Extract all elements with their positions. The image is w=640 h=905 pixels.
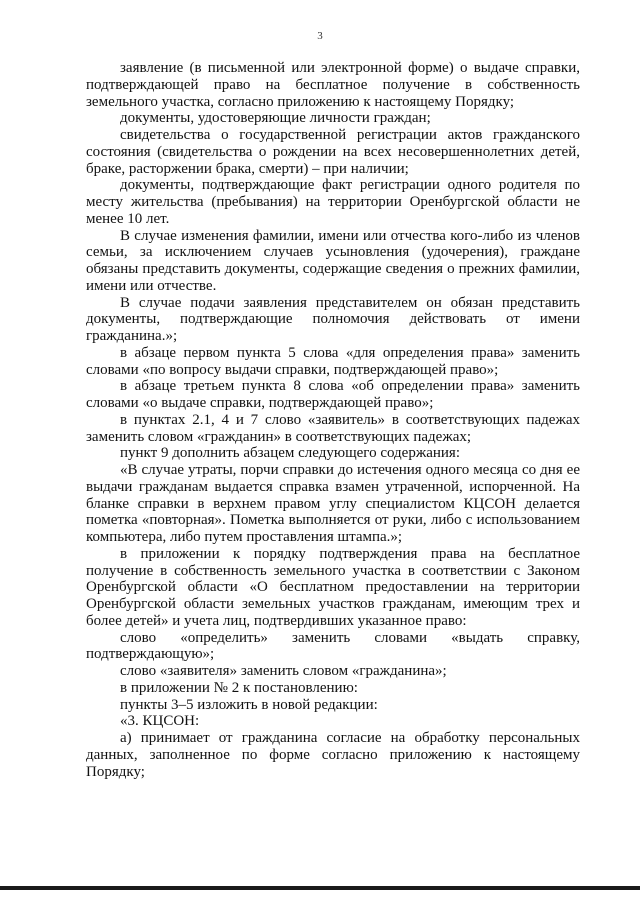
paragraph: в пунктах 2.1, 4 и 7 слово «заявитель» в соответствующих падежах заменить словом «гражданин» в соответствующих падежах; — [86, 411, 580, 445]
paragraph: в приложении № 2 к постановлению: — [120, 679, 358, 696]
paragraph: документы, подтверждающие факт регистрации одного родителя по месту жительства (пребывания) на территории Оренбургской области не менее 10 лет. — [86, 177, 580, 227]
paragraph: а) принимает от гражданина согласие на обработку персональных данных, заполненное по форме согласно приложению к настоящему Порядку; — [86, 730, 580, 780]
document-body — [86, 60, 580, 780]
paragraph: пункты 3–5 изложить в новой редакции: — [120, 696, 378, 713]
paragraph: слово «определить» заменить словами «выдать справку, подтверждающую»; — [86, 629, 580, 663]
paragraph: В случае изменения фамилии, имени или отчества кого-либо из членов семьи, за исключением случаев усыновления (удочерения), граждане обязаны представить документы, содержащие сведения о прежних фамилии, имени или отчестве. — [86, 227, 580, 294]
paragraph: В случае подачи заявления представителем он обязан представить документы, подтверждающие полномочия действовать от имени гражданина.»; — [86, 294, 580, 344]
bottom-scan-edge — [0, 886, 640, 890]
paragraph: «В случае утраты, порчи справки до истечения одного месяца со дня ее выдачи гражданам выдается справка взамен утраченной, испорченной. На бланке справки в верхнем правом углу специалистом КЦСОН делается пометка «повторная». Пометка выполняется от руки, либо с использованием компьютера, либо путем проставления штампа.»; — [86, 462, 580, 545]
paragraph: заявление (в письменной или электронной форме) о выдаче справки, подтверждающей право на бесплатное получение в собственность земельного участка, согласно приложению к настоящему Порядку; — [86, 60, 580, 110]
page-number: 3 — [317, 30, 323, 42]
paragraph: слово «заявителя» заменить словом «гражданина»; — [120, 663, 447, 679]
paragraph: документы, удостоверяющие личности граждан; — [120, 110, 431, 127]
paragraph: в абзаце первом пункта 5 слова «для определения права» заменить словами «по вопросу выдачи справки, подтверждающей право»; — [86, 344, 580, 378]
paragraph: пункт 9 дополнить абзацем следующего содержания: — [120, 445, 460, 462]
paragraph: свидетельства о государственной регистрации актов гражданского состояния (свидетельства о рождении на всех несовершеннолетних детей, браке, расторжении брака, смерти) – при наличии; — [86, 127, 580, 177]
paragraph: в приложении к порядку подтверждения права на бесплатное получение в собственность земельного участка в соответствии с Законом Оренбургской области «О бесплатном предоставлении на территории Оренбургской области земельных участков гражданам, имеющим трех и более детей» и учета лиц, подтвердивших указанное право: — [86, 545, 580, 629]
paragraph: в абзаце третьем пункта 8 слова «об определении права» заменить словами «о выдаче справки, подтверждающей право»; — [86, 378, 580, 411]
paragraph: «3. КЦСОН: — [120, 713, 200, 730]
